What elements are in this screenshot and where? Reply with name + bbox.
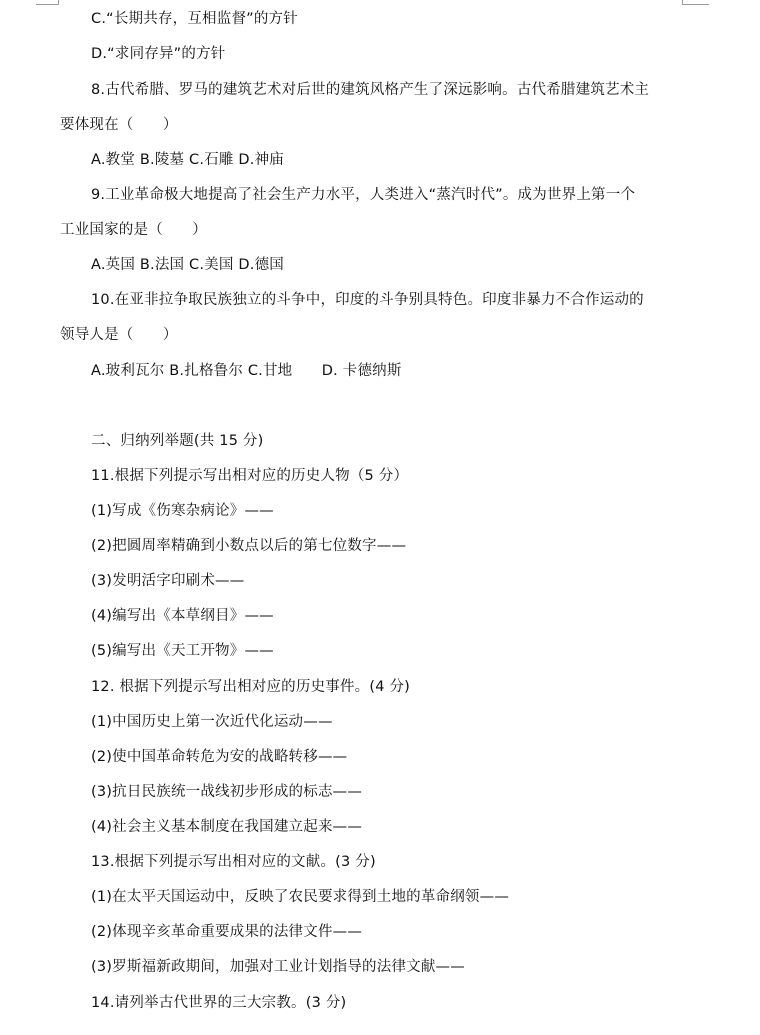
question-9-text: 9.工业革命极大地提高了社会生产力水平，人类进入“蒸汽时代”。成为世界上第一个 — [91, 187, 636, 203]
question-9-continuation: 工业国家的是（ ） — [60, 222, 207, 238]
question-12-item-3: (3)抗日民族统一战线初步形成的标志—— — [91, 784, 363, 800]
question-12-item-1: (1)中国历史上第一次近代化运动—— — [91, 714, 333, 730]
question-11-item-1: (1)写成《伤寒杂病论》—— — [91, 503, 274, 519]
question-13-item-3: (3)罗斯福新政期间，加强对工业计划指导的法律文献—— — [91, 959, 465, 975]
page-corner-mark-right — [682, 0, 709, 5]
option-d-line: D.“求同存异”的方针 — [91, 46, 226, 62]
question-10-options: A.玻利瓦尔 B.扎格鲁尔 C.甘地 D. 卡德纳斯 — [91, 363, 402, 379]
question-10-text: 10.在亚非拉争取民族独立的斗争中，印度的斗争别具特色。印度非暴力不合作运动的 — [91, 292, 644, 308]
question-9-options: A.英国 B.法国 C.美国 D.德国 — [91, 257, 284, 273]
question-13-item-1: (1)在太平天国运动中，反映了农民要求得到土地的革命纲领—— — [91, 889, 510, 905]
section-2-heading: 二、归纳列举题(共 15 分) — [91, 433, 264, 449]
question-11-item-4: (4)编写出《本草纲目》—— — [91, 608, 274, 624]
question-11-item-5: (5)编写出《天工开物》—— — [91, 643, 274, 659]
question-10-continuation: 领导人是（ ） — [60, 327, 178, 343]
question-12-text: 12. 根据下列提示写出相对应的历史事件。(4 分) — [91, 679, 411, 695]
question-11-item-2: (2)把圆周率精确到小数点以后的第七位数字—— — [91, 538, 407, 554]
question-8-text: 8.古代希腊、罗马的建筑艺术对后世的建筑风格产生了深远影响。古代希腊建筑艺术主 — [91, 82, 650, 98]
question-12-item-4: (4)社会主义基本制度在我国建立起来—— — [91, 819, 363, 835]
page-corner-mark-left — [36, 0, 59, 5]
question-11-text: 11.根据下列提示写出相对应的历史人物（5 分） — [91, 468, 409, 484]
question-13-item-2: (2)体现辛亥革命重要成果的法律文件—— — [91, 924, 363, 940]
option-c-line: C.“长期共存，互相监督”的方针 — [91, 11, 298, 27]
question-14-text: 14.请列举古代世界的三大宗教。(3 分) — [91, 995, 347, 1011]
question-8-options: A.教堂 B.陵墓 C.石雕 D.神庙 — [91, 152, 284, 168]
question-13-text: 13.根据下列提示写出相对应的文献。(3 分) — [91, 854, 376, 870]
question-12-item-2: (2)使中国革命转危为安的战略转移—— — [91, 749, 348, 765]
question-8-continuation: 要体现在（ ） — [60, 117, 178, 133]
question-11-item-3: (3)发明活字印刷术—— — [91, 573, 245, 589]
